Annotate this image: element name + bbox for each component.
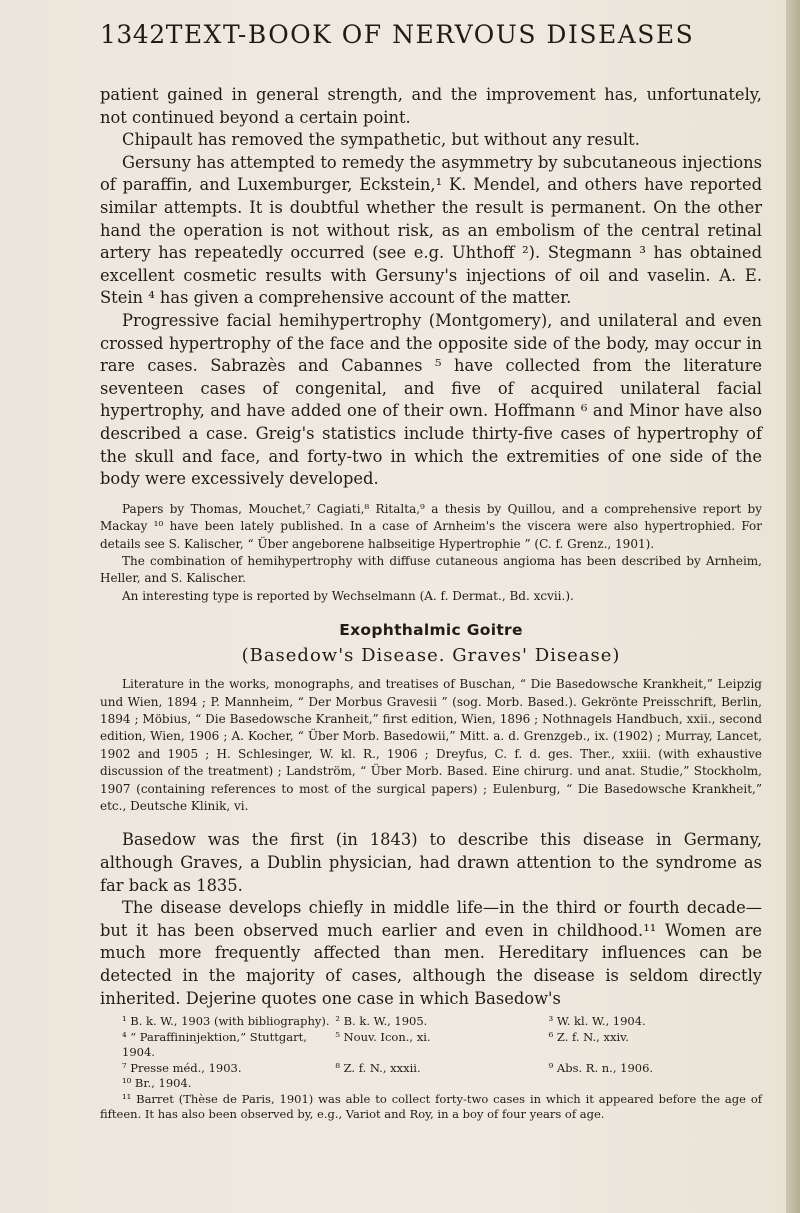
footnote-6: ⁶ Z. f. N., xxiv. — [548, 1029, 629, 1044]
footnote-2: ² B. k. W., 1905. — [335, 1014, 428, 1029]
page-number: 1342 — [100, 20, 166, 49]
literature-list: Literature in the works, monographs, and treatises of Buschan, “ Die Basedowsche Krankheit,” Leipzig und Wien, 1894 ; P. Mannheim, “ Der Morbus Gravesii ” (sog. Morb. Based.). Gekrönte Preisschrift, Berlin, 1894 ; Möbius, “ Die Basedowsche Kranheit,” first edition, Wien, 1896 ; Nothnagels Handbuch, xxii., second edition, Wien, 1906 ; A. Kocher, “ Über Morb. Basedowii,” Mitt. a. d. Grenzgeb., ix. (1902) ; Murray, Lancet, 1902 and 1905 ; H. Schlesinger, W. kl. R., 1906 ; Dreyfus, C. f. d. ges. Ther., xxiii. (with exhaustive discussion of the treatment) ; Landström, “ Über Morb. Based. Eine chirurg. und anat. Studie,” Stockholm, 1907 (containing references to most of the surgical papers) ; Eulenburg, “ Die Basedowsche Krankheit,” etc., Deutsche Klinik, vi. — [100, 677, 762, 813]
footnote-3: ³ W. kl. W., 1904. — [548, 1014, 646, 1029]
paragraph-3: Gersuny has attempted to remedy the asymmetry by subcutaneous injections of paraffin, and Luxemburger, Eckstein,¹ K. Mendel, and others have reported similar attempts. It is doubtful whether the result is permanent. On the other hand the operation is not without risk, as an embolism of the central retinal artery has repeatedly occurred (see e.g. Uhthoff ²). Stegmann ³ has obtained excellent cosmetic results with Gersuny's injections of oil and vaselin. A. E. Stein ⁴ has given a comprehensive account of the matter. — [100, 152, 762, 308]
footnote-5: ⁵ Nouv. Icon., xi. — [335, 1029, 431, 1044]
paragraph-4: Progressive facial hemihypertrophy (Montgomery), and unilateral and even crossed hypertrophy of the face and the opposite side of the body, may occur in rare cases. Sabrazès and Cabannes ⁵ have collected from the literature seventeen cases of congenital, and five of acquired unilateral facial hypertrophy, and have added one of their own. Hoffmann ⁶ and Minor have also described a case. Greig's statistics include thirty-five cases of hypertrophy of the skull and face, and forty-two in which the extremities of one side of the body were excessively developed. — [100, 310, 762, 489]
footnote-row-1 — [122, 1014, 762, 1030]
paragraph-6: The disease develops chiefly in middle life—in the third or fourth decade—but it has been observed much earlier and even in childhood.¹¹ Women are much more frequently affected than men. Hereditary influences can be detected in the majority of cases, although the disease is seldom directly inherited. Dejerine quotes one case in which Basedow's — [100, 898, 762, 1008]
footnote-11: ¹¹ Barret (Thèse de Paris, 1901) was able to collect forty-two cases in which it appeared before the age of fifteen. It has also been observed by, e.g., Variot and Roy, in a boy of four years of age. — [100, 1091, 762, 1122]
paragraph-1: patient gained in general strength, and the improvement has, unfortunately, not continued beyond a certain point. — [100, 85, 762, 127]
section-subheading: (Basedow's Disease. Graves' Disease) — [241, 645, 621, 667]
footnote-10: ¹⁰ Br., 1904. — [122, 1076, 192, 1091]
footnote-4: ⁴ “ Paraffininjektion,” Stuttgart, 1904. — [122, 1029, 307, 1060]
footnote-1: ¹ B. k. W., 1903 (with bibliography). — [122, 1014, 330, 1029]
footnote-row-2 — [122, 1030, 762, 1061]
footnote-8: ⁸ Z. f. N., xxxii. — [335, 1060, 421, 1075]
small-note-2: The combination of hemihypertrophy with diffuse cutaneous angioma has been described by Arnheim, Heller, and S. Kalischer. — [100, 553, 762, 586]
footnote-7: ⁷ Presse méd., 1903. — [122, 1060, 242, 1075]
small-note-1: Papers by Thomas, Mouchet,⁷ Cagiati,⁸ Ritalta,⁹ a thesis by Quillou, and a comprehensive report by Mackay ¹⁰ have been lately published. In a case of Arnheim's the viscera were also hypertrophied. For details see S. Kalischer, “ Über angeborene halbseitige Hypertrophie ” (C. f. Grenz., 1901). — [100, 501, 762, 551]
paragraph-2: Chipault has removed the sympathetic, but without any result. — [122, 130, 640, 150]
section-heading: Exophthalmic Goitre — [339, 621, 523, 640]
running-title: TEXT-BOOK OF NERVOUS DISEASES — [165, 20, 695, 49]
small-note-3: An interesting type is reported by Wechselmann (A. f. Dermat., Bd. xcvii.). — [122, 588, 574, 603]
paragraph-5: Basedow was the first (in 1843) to describe this disease in Germany, although Graves, a Dublin physician, had drawn attention to the syndrome as far back as 1835. — [100, 830, 762, 895]
footnote-9: ⁹ Abs. R. n., 1906. — [548, 1060, 654, 1075]
book-spine-edge — [786, 0, 800, 1213]
footnote-row-3 — [122, 1061, 762, 1077]
page-header — [100, 20, 760, 60]
page-content — [100, 84, 762, 1123]
